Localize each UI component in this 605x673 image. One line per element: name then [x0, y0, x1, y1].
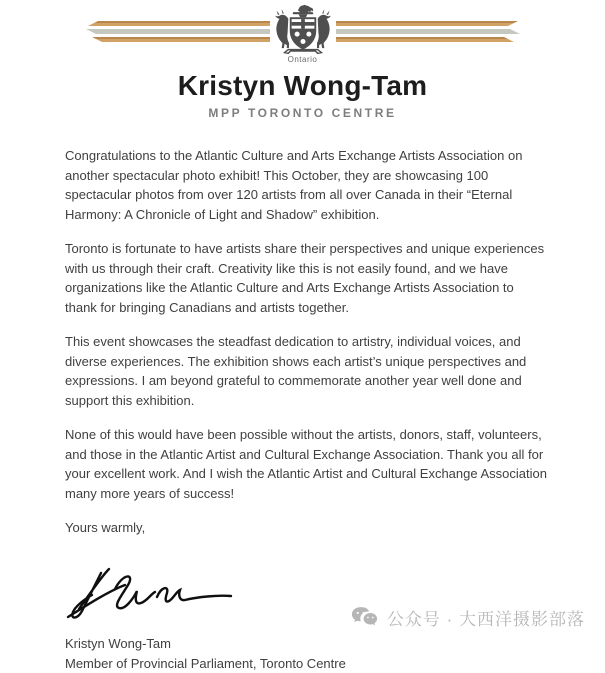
gold-rule	[336, 37, 520, 42]
wechat-icon	[351, 606, 378, 629]
letter-paragraph: Toronto is fortunate to have artists share their perspectives and unique experiences with us through their craft. Creativity like this is not easily found, and we have organizations like the Atlantic Culture and Arts Exchange Artists Association to thank for bringing Canadians and artists together.	[65, 239, 547, 317]
closing-line: Yours warmly,	[65, 518, 547, 538]
ontario-coat-of-arms-icon	[266, 4, 340, 54]
ornament-rules-left	[86, 21, 270, 43]
letter-paragraph: None of this would have been possible without the artists, donors, staff, volunteers, and those in the Atlantic Artist and Cultural Exchange Association. Thank you all for your excellent work. And I wish the Atlantic Artist and Cultural Exchange Association many more years of success!	[65, 425, 547, 503]
watermark-text: 公众号 · 大西洋摄影部落	[387, 605, 585, 630]
gold-rule	[86, 21, 270, 26]
signatory-name: Kristyn Wong-Tam	[65, 634, 547, 654]
letter-paragraph: Congratulations to the Atlantic Culture and Arts Exchange Artists Association on another spectacular photo exhibit! This October, they are showcasing 100 spectacular photos from over 120 artists from all over Canada in their “Eternal Harmony: A Chronicle of Light and Shadow” exhibition.	[65, 146, 547, 224]
sage-rule	[336, 29, 520, 34]
letter-paragraph: This event showcases the steadfast dedication to artistry, individual voices, and diverse experiences. The exhibition shows each artist’s unique perspectives and expressions. I am beyond grateful to commemorate another year well done and support this exhibition.	[65, 332, 547, 410]
ontario-coat-of-arms	[263, 4, 343, 64]
signatory-role: Member of Provincial Parliament, Toronto Centre	[65, 654, 547, 673]
mpp-subtitle: MPP TORONTO CENTRE	[0, 106, 605, 120]
gold-rule	[86, 37, 270, 42]
letter-body	[65, 146, 547, 673]
handwritten-signature	[65, 563, 237, 621]
gold-rule	[336, 21, 520, 26]
crest-caption: Ontario	[263, 55, 343, 64]
page-title: Kristyn Wong-Tam	[0, 70, 605, 102]
watermark	[351, 605, 585, 630]
ornament-rules-right	[336, 21, 520, 43]
sage-rule	[86, 29, 270, 34]
